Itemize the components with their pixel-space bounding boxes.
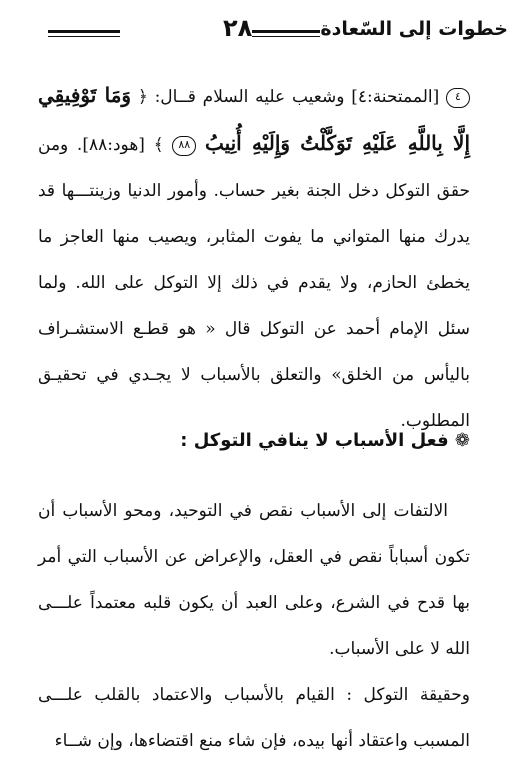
header-rule-left [48, 30, 120, 33]
section-text [38, 488, 470, 764]
text-shuaib: وشعيب عليه السلام قــال: ﴿ [137, 87, 345, 107]
header-rule-right [252, 30, 320, 33]
flower-icon: ❁ [454, 430, 470, 451]
citation-hud: ﴾ [هود:٨٨]. ومن [38, 135, 164, 155]
citation-mumtahana: [الممتحنة:٤] [351, 87, 440, 107]
section-paragraph-2: وحقيقة التوكل : القيام بالأسباب والاعتماد بالقلب علـــى المسبب واعتقاد أنها بيده، فإن شاء منع اقتضاءها، وإن شــاء [38, 685, 470, 751]
section-paragraph-1: الالتفات إلى الأسباب نقص في التوحيد، ومحو الأسباب أن تكون أسباباً نقص في العقل، والإعراض عن الأسباب التي أمر بها قدح في الشرع، وعلى العبد أن يكون قلبه معتمداً علـــى الله لا على الأسباب. [38, 501, 470, 659]
ayah-number-mark: ٤ [446, 88, 470, 108]
paragraph-body: حقق التوكل دخل الجنة بغير حساب. وأمور الدنيا وزينتـــها قد يدرك منها المتواني ما يفوت المثابر، ويصيب منها العاجز ما يخطئ الحازم، ولا يقدم في ذلك إلا التوكل على الله. ولما سئل الإمام أحمد عن التوكل قال « هو قطـع الاستشـراف باليأس من الخلق» والتعلق بالأسباب لا يجـدي في تحقيـق المطلوب. [38, 181, 470, 431]
page-number: ٢٨ [223, 14, 253, 42]
main-text [38, 72, 470, 444]
quran-verse: وَمَا تَوْفِيقِي إِلَّا بِاللَّهِ عَلَيْهِ تَوَكَّلْتُ وَإِلَيْهِ أُنِيبُ [38, 83, 471, 155]
section-heading-text: فعل الأسباب لا ينافي التوكل : [180, 430, 449, 451]
paragraph-1 [38, 72, 470, 444]
ayah-number-mark: ٨٨ [172, 136, 196, 156]
header-rule-right-thin [252, 36, 320, 37]
section-heading [180, 430, 470, 451]
header-rule-left-thin [48, 36, 120, 37]
book-title: خطوات إلى السّعادة [320, 18, 508, 40]
